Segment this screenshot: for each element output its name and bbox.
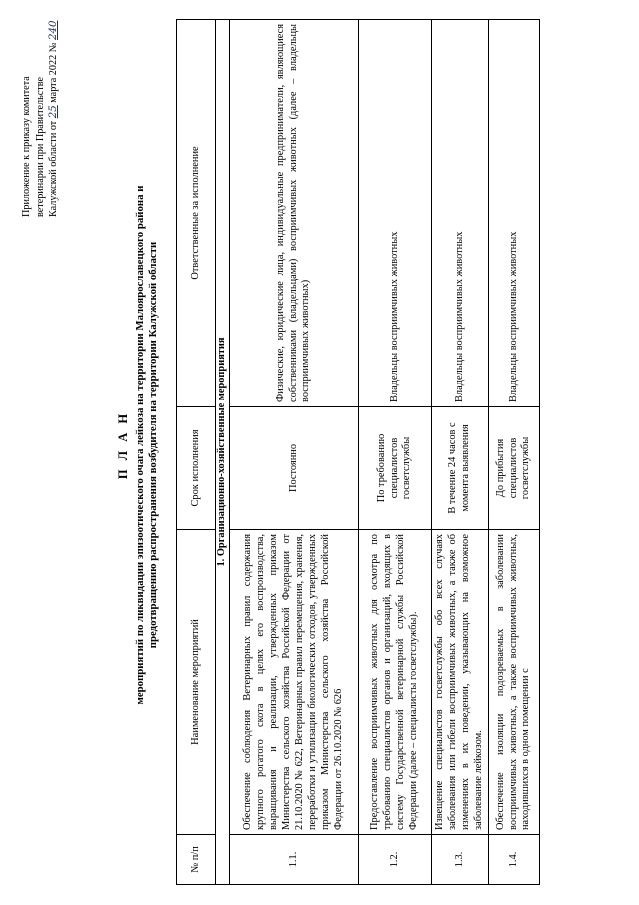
section-title: 1. Организационно-хозяйственные мероприятия	[216, 20, 230, 885]
row-responsible: Владельцы восприимчивых животных	[432, 20, 489, 407]
header-name: Наименование мероприятий	[177, 530, 216, 835]
appendix-line-1: Приложение к приказу комитета	[21, 76, 32, 217]
table-row	[489, 20, 540, 885]
row-number: 1.1.	[230, 835, 359, 885]
section-row	[216, 20, 230, 885]
row-term: До прибытия специалистов госветслужбы	[489, 407, 540, 530]
plan-heading: П Л А Н	[116, 410, 130, 480]
appendix-note	[20, 13, 61, 217]
appendix-date-suffix: марта 2022 №	[48, 40, 59, 106]
row-measure: Обеспечение изоляции подозреваемых в заболевании восприимчивых животных, а также восприимчивых животных, находившихся в одном помещении с	[489, 530, 540, 835]
measures-table	[176, 19, 540, 885]
row-term: В течение 24 часов с момента выявления	[432, 407, 489, 530]
row-number: 1.3.	[432, 835, 489, 885]
appendix-line-3	[47, 13, 61, 217]
header-responsible: Ответственные за исполнение	[177, 20, 216, 407]
handwritten-day: 25	[48, 105, 59, 119]
row-responsible: Физические, юридические лица, индивидуальные предприниматели, являющиеся собственниками (владельцами) восприимчивых животных (далее – владельцы восприимчивых животных)	[230, 20, 359, 407]
table-header-row	[177, 20, 216, 885]
row-term: Постоянно	[230, 407, 359, 530]
table-row	[432, 20, 489, 885]
title-line-2: предотвращению распространения возбудителя на территории Калужской области	[147, 241, 159, 649]
appendix-line-2: ветеринарии при Правительстве	[34, 76, 46, 217]
appendix-date-prefix: Калужской области от	[48, 118, 59, 217]
header-term: Срок исполнения	[177, 407, 216, 530]
row-term: По требованию специалистов госветслужбы	[359, 407, 432, 530]
row-measure: Обеспечение соблюдения Ветеринарных правил содержания крупного рогатого скота в целях его воспроизводства, выращивания и реализации, утвержденных приказом Министерства сельского хозяйства Российской Федерации от 21.10.2020 № 622, Ветеринарных правил перемещения, хранения, переработки и утилизации биологических отходов, утвержденных приказом Министерства сельского хозяйства Российской Федерации от 26.10.2020 № 626	[230, 530, 359, 835]
row-responsible: Владельцы восприимчивых животных	[489, 20, 540, 407]
table-row	[230, 20, 359, 885]
row-number: 1.4.	[489, 835, 540, 885]
row-measure: Предоставление восприимчивых животных для осмотра по требованию специалистов органов и организаций, входящих в систему Государственной ветеринарной службы Российской Федерации (далее – специалисты госветслужбы).	[359, 530, 432, 835]
row-responsible: Владельцы восприимчивых животных	[359, 20, 432, 407]
row-measure: Извещение специалистов госветслужбы обо всех случаях заболевания или гибели восприимчивых животных, а также об изменениях в их поведении, указывающих на возможное заболевание лейкозом.	[432, 530, 489, 835]
row-number: 1.2.	[359, 835, 432, 885]
document-title	[117, 25, 161, 865]
title-line-1: мероприятий по ликвидации эпизоотического очага лейкоза на территории Малоярославецкого района и	[133, 185, 146, 705]
header-number: № п/п	[177, 835, 216, 885]
table-row	[359, 20, 432, 885]
handwritten-number: 240	[48, 20, 59, 40]
